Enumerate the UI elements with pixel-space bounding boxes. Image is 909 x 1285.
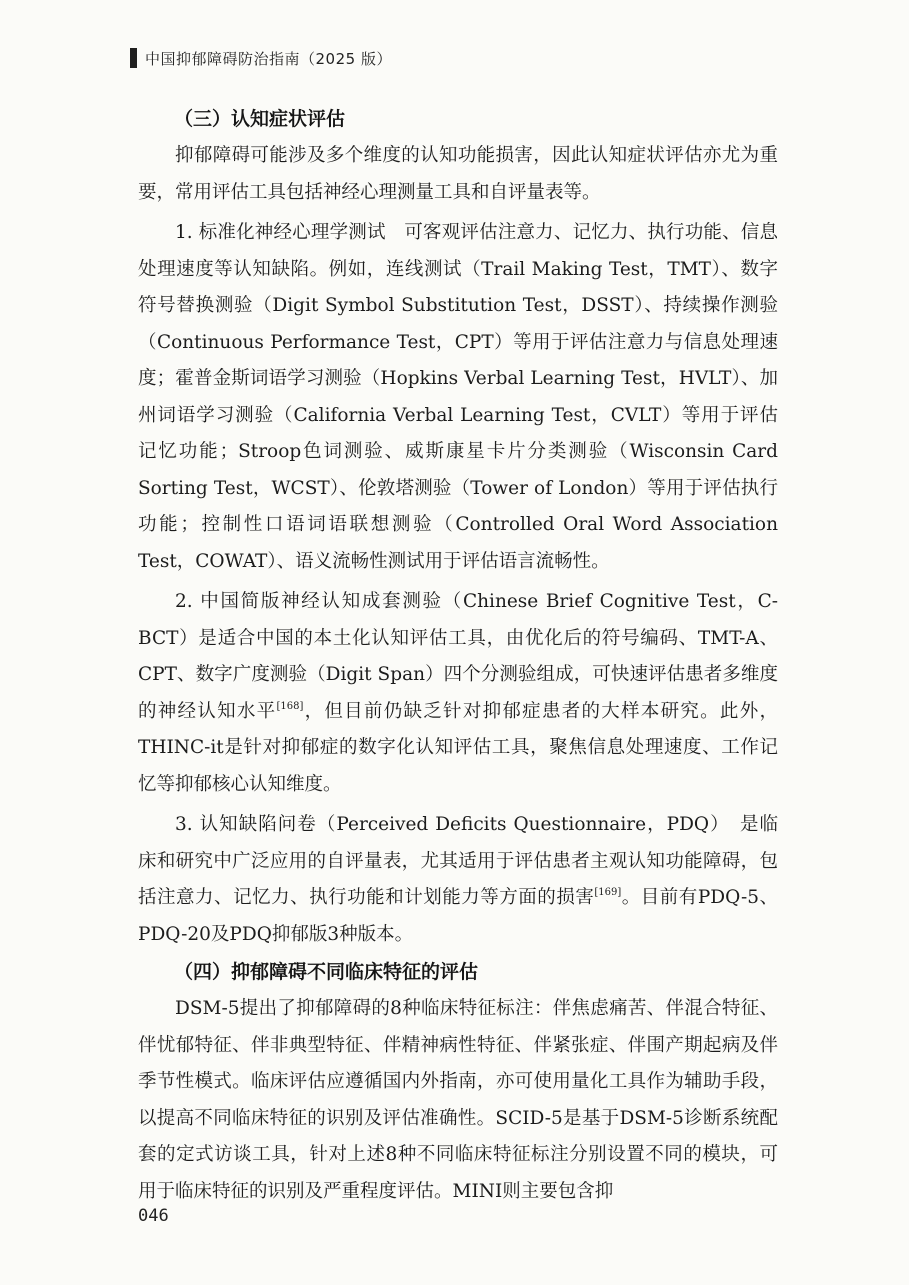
running-head-bar [130, 48, 137, 68]
citation-168: [168] [276, 700, 304, 712]
paragraph-item-2-text-a: 2. 中国简版神经认知成套测验（Chinese Brief Cognitive Test，C-BCT）是适合中国的本土化认知评估工具，由优化后的符号编码、TMT-A、CPT、数字广度测验（Digit Span）四个分测验组成，可快速评估患者多维度的神经认知水平 [138, 591, 778, 722]
body-text [138, 100, 778, 1210]
running-head [130, 46, 392, 70]
paragraph-item-3 [138, 807, 778, 953]
paragraph-item-2-text-b: ，但目前仍缺乏针对抑郁症患者的大样本研究。此外，THINC-it是针对抑郁症的数字化认知评估工具，聚焦信息处理速度、工作记忆等抑郁核心认知维度。 [138, 700, 778, 795]
citation-169: [169] [594, 887, 622, 898]
section-heading-cognitive-assessment: （三）认知症状评估 [174, 108, 346, 130]
running-head-title: 中国抑郁障碍防治指南（2025 版） [145, 49, 392, 68]
paragraph-item-3-text-b: 。目前有PDQ-5、PDQ-20及PDQ抑郁版3种版本。 [138, 887, 778, 945]
paragraph-item-3-text-a: 3. 认知缺陷问卷（Perceived Deficits Questionnaire，PDQ） 是临床和研究中广泛应用的自评量表，尤其适用于评估患者主观认知功能障碍，包括注意力、记忆力、执行功能和计划能力等方面的损害 [138, 814, 778, 908]
paragraph-item-1: 1. 标准化神经心理学测试 可客观评估注意力、记忆力、执行功能、信息处理速度等认知缺陷。例如，连线测试（Trail Making Test，TMT）、数字符号替换测验（Digit Symbol Substitution Test，DSST）、持续操作测验（Continuous Performance Test，CPT）等用于评估注意力与信息处理速度；霍普金斯词语学习测验（Hopkins Verbal Learning Test，HVLT）、加州词语学习测验（California Verbal Learning Test，CVLT）等用于评估记忆功能；Stroop色词测验、威斯康星卡片分类测验（Wisconsin Card Sorting Test，WCST）、伦敦塔测验（Tower of London）等用于评估执行功能；控制性口语词语联想测验（Controlled Oral Word Association Test，COWAT）、语义流畅性测试用于评估语言流畅性。 [138, 222, 778, 572]
section-heading-clinical-features: （四）抑郁障碍不同临床特征的评估 [174, 961, 479, 983]
paragraph-intro: 抑郁障碍可能涉及多个维度的认知功能损害，因此认知症状评估亦尤为重要，常用评估工具包括神经心理测量工具和自评量表等。 [138, 145, 778, 203]
paragraph-clinical-features: DSM-5提出了抑郁障碍的8种临床特征标注：伴焦虑痛苦、伴混合特征、伴忧郁特征、伴非典型特征、伴精神病性特征、伴紧张症、伴围产期起病及伴季节性模式。临床评估应遵循国内外指南，亦可使用量化工具作为辅助手段，以提高不同临床特征的识别及评估准确性。SCID-5是基于DSM-5诊断系统配套的定式访谈工具，针对上述8种不同临床特征标注分别设置不同的模块，可用于临床特征的识别及严重程度评估。MINI则主要包含抑 [138, 998, 778, 1202]
paragraph-item-2 [138, 584, 778, 803]
page-number: 046 [138, 1206, 169, 1226]
